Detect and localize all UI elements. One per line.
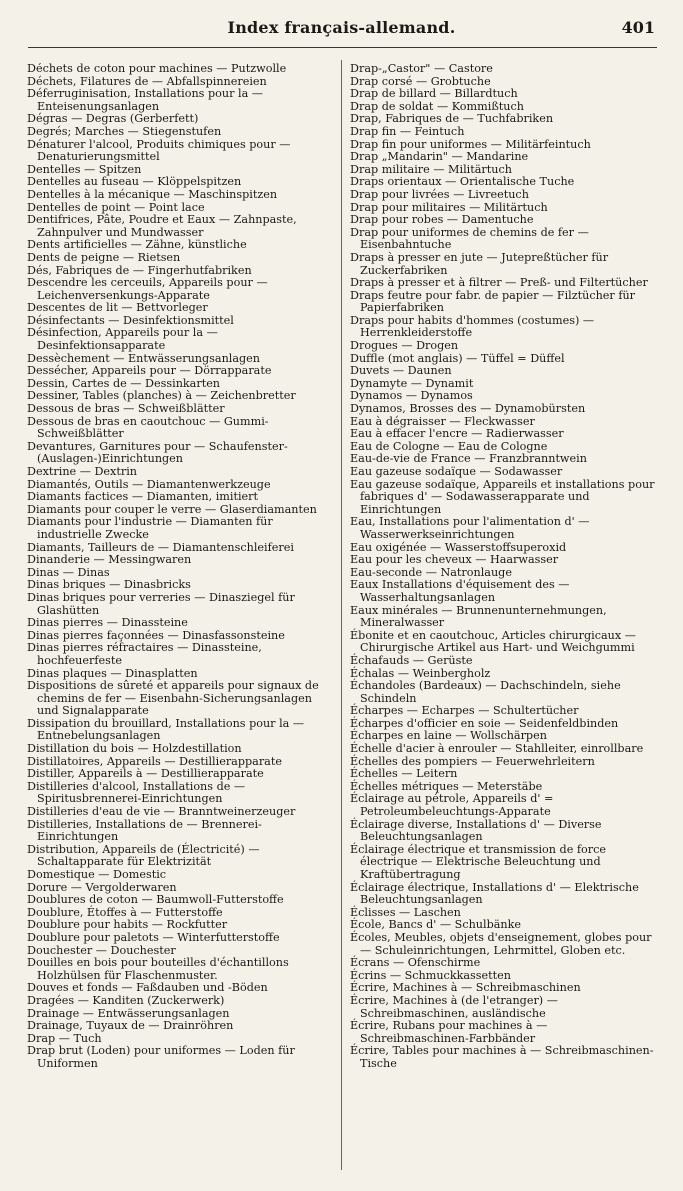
index-entry: Eaux minérales — Brunnenunternehmungen, Mineralwasser: [350, 603, 607, 630]
index-entry: Distilleries, Installations de — Brennerei-Einrichtungen: [27, 817, 262, 844]
index-entry: Doublures de coton — Baumwoll-Futterstoffe: [27, 893, 284, 907]
index-entry: Éclisses — Laschen: [350, 905, 461, 919]
index-entry: Échelle d'acier à enrouler — Stahlleiter, einrollbare: [350, 742, 644, 756]
index-entry: Écharpes en laine — Wollschärpen: [350, 729, 547, 743]
index-entry: Déchets de coton pour machines — Putzwolle: [27, 63, 287, 75]
index-entry: Drap, Fabriques de — Tuchfabriken: [350, 112, 554, 126]
index-entry: Écrire, Rubans pour machines à — Schreibmaschinen-Farbbänder: [350, 1019, 548, 1045]
index-entry: Diamants pour couper le verre — Glaserdiamanten: [27, 502, 317, 516]
index-entry: Dentelles à la mécanique — Maschinspitzen: [27, 187, 278, 201]
index-entry: Draps à presser en jute — Jutepreßtücher für Zuckerfabriken: [350, 250, 609, 277]
index-entry: Dessin, Cartes de — Dessinkarten: [27, 376, 221, 390]
index-entry: Eau pour les cheveux — Haarwasser: [350, 553, 559, 567]
index-entry: Éclairage électrique, Installations d' — Elektrische Beleuchtungsanlagen: [350, 880, 639, 907]
right-column: [350, 63, 656, 1173]
index-entry: Dénaturer l'alcool, Produits chimiques pour — Denaturierungsmittel: [27, 137, 291, 164]
index-entry: Drap „Mandarin" — Mandarine: [350, 150, 529, 164]
index-entry: Drap fin pour uniformes — Militärfeintuch: [350, 137, 591, 151]
index-entry: Eau gazeuse sodaïque — Sodawasser: [350, 465, 563, 478]
index-entry: Draps orientaux — Orientalische Tuche: [350, 175, 575, 189]
index-entry: Drainage, Tuyaux de — Drainröhren: [27, 1019, 234, 1033]
index-entry: Duffle (mot anglais) — Tüffel = Düffel: [350, 351, 565, 365]
index-entry: Diamantés, Outils — Diamantenwerkzeuge: [27, 477, 271, 491]
index-entry: École, Bancs d' — Schulbänke: [350, 918, 522, 932]
index-entry: Duvets — Daunen: [350, 364, 452, 378]
index-entry: Écharpes d'officier en soie — Seidenfeldbinden: [350, 716, 619, 730]
index-entry: Drap-„Castor" — Castore: [350, 63, 493, 75]
index-entry: Dinas plaques — Dinasplatten: [27, 666, 198, 680]
index-entry: Dragées — Kanditen (Zuckerwerk): [27, 993, 225, 1007]
index-entry: Descendre les cerceuils, Appareils pour — Leichenversenkungs-Apparate: [27, 276, 268, 302]
index-entry: Drap pour livrées — Livreetuch: [350, 187, 529, 201]
index-entry: Dynamos, Brosses des — Dynamobürsten: [350, 402, 586, 416]
index-entry: Drap pour robes — Damentuche: [350, 213, 534, 227]
index-entry: Draps à presser et à filtrer — Preß- und Filtertücher: [350, 276, 648, 290]
index-entry: Dessèchement — Entwässerungsanlagen: [27, 351, 261, 365]
index-entry: Écrire, Machines à — Schreibmaschinen: [350, 981, 581, 995]
index-entry: Eau oxigénée — Wasserstoffsuperoxid: [350, 540, 567, 554]
index-entry: Drap pour militaires — Militärtuch: [350, 200, 548, 214]
index-entry: Domestique — Domestic: [27, 868, 167, 881]
index-entry: Écrire, Tables pour machines à — Schreibmaschinen-Tische: [350, 1044, 654, 1070]
index-entry: Dinas — Dinas: [27, 565, 110, 579]
index-entry: Distilleries d'eau de vie — Branntweinerzeuger: [27, 805, 296, 819]
index-entry: Draps pour habits d'hommes (costumes) — Herrenkleiderstoffe: [350, 313, 595, 340]
index-entry: Ébonite et en caoutchouc, Articles chirurgicaux — Chirurgische Artikel aus Hart- und Weichgummi: [350, 628, 636, 655]
index-entry: Dentelles au fuseau — Klöppelspitzen: [27, 175, 242, 189]
index-entry: Dentifrices, Pâte, Poudre et Eaux — Zahnpaste, Zahnpulver und Mundwasser: [27, 213, 297, 239]
index-entry: Douilles en bois pour bouteilles d'échantillons Holzhülsen für Flaschenmuster.: [27, 956, 289, 982]
index-entry: Descentes de lit — Bettvorleger: [27, 301, 208, 315]
index-entry: Doublure pour paletots — Winterfutterstoffe: [27, 930, 280, 944]
header-rule: [28, 47, 657, 48]
index-entry: Doublure pour habits — Rockfutter: [27, 918, 228, 932]
index-entry: Écrins — Schmuckkassetten: [350, 968, 511, 982]
index-entry: Dents de peigne — Rietsen: [27, 250, 181, 264]
index-entry: Eau-de-vie de France — Franzbranntwein: [350, 452, 587, 466]
index-entry: Dentelles de point — Point lace: [27, 200, 205, 214]
index-entry: Dissipation du brouillard, Installations pour la — Entnebelungsanlagen: [27, 716, 305, 743]
index-entry: Échalas — Weinbergholz: [350, 666, 491, 680]
index-entry: Devantures, Garnitures pour — Schaufenster-(Auslagen-)Einrichtungen: [27, 439, 288, 466]
index-entry: Échelles des pompiers — Feuerwehrleitern: [350, 754, 595, 768]
index-entry: Écrire, Machines à (de l'etranger) — Schreibmaschinen, ausländische: [350, 993, 558, 1020]
index-entry: Écharpes — Echarpes — Schultertücher: [350, 704, 579, 718]
index-entry: Drap de soldat — Kommißtuch: [350, 99, 524, 113]
index-entry: Échelles — Leitern: [350, 767, 458, 781]
index-entry: Échafauds — Gerüste: [350, 653, 473, 667]
index-entry: Drap de billard — Billardtuch: [350, 87, 518, 101]
index-entry: Eau-seconde — Natronlauge: [350, 565, 512, 579]
page-number: 401: [621, 18, 655, 37]
index-entry: Dessous de bras en caoutchouc — Gummi-Schweißblätter: [27, 414, 269, 441]
index-entry: Diamants factices — Diamanten, imitiert: [27, 490, 259, 504]
index-entry: Dinanderie — Messingwaren: [27, 553, 192, 567]
index-entry: Distillatoires, Appareils — Destillierapparate: [27, 754, 282, 768]
index-entry: Drainage — Entwässerungsanlagen: [27, 1006, 230, 1020]
index-entry: Drap — Tuch: [27, 1031, 102, 1045]
index-entry: Douchester — Douchester: [27, 943, 176, 957]
index-entry: Eau de Cologne — Eau de Cologne: [350, 439, 548, 453]
index-entry: Draps feutre pour fabr. de papier — Filztücher für Papierfabriken: [350, 288, 636, 315]
index-entry: Écoles, Meubles, objets d'enseignement, globes pour — Schuleinrichtungen, Lehrmittel, Globen etc.: [350, 930, 652, 957]
index-entry: Douves et fonds — Faßdauben und -Böden: [27, 981, 268, 995]
index-entry: Déferruginisation, Installations pour la — Enteisenungsanlagen: [27, 87, 263, 113]
index-entry: Dinas pierres façonnées — Dinasfassonsteine: [27, 628, 285, 642]
index-entry: Dégras — Degras (Gerberfett): [27, 112, 199, 126]
index-entry: Drap corsé — Grobtuche: [350, 74, 491, 88]
index-entry: Drogues — Drogen: [350, 339, 459, 353]
index-entry: Dinas briques — Dinasbricks: [27, 578, 191, 592]
index-entry: Dispositions de sûreté et appareils pour signaux de chemins de fer — Eisenbahn-Sicherungsanlagen und Signalapparate: [27, 679, 319, 718]
page-header: [0, 0, 683, 48]
index-entry: Dorure — Vergolderwaren: [27, 880, 177, 894]
index-entry: Dessiner, Tables (planches) à — Zeichenbretter: [27, 389, 296, 403]
index-entry: Eau gazeuse sodaïque, Appareils et installations pour fabriques d' — Sodawasserapparate und Einrichtungen: [350, 477, 655, 516]
index-entry: Dés, Fabriques de — Fingerhutfabriken: [27, 263, 252, 277]
index-entry: Dentelles — Spitzen: [27, 162, 142, 176]
column-divider: [341, 60, 342, 1170]
index-entry: Drap brut (Loden) pour uniformes — Loden für Uniformen: [27, 1044, 295, 1070]
index-entry: Dessécher, Appareils pour — Dörrapparate: [27, 364, 272, 378]
index-entry: Dynamos — Dynamos: [350, 389, 473, 403]
index-entry: Eau à dégraisser — Fleckwasser: [350, 414, 535, 428]
index-entry: Déchets, Filatures de — Abfallspinnereien: [27, 74, 267, 88]
index-entry: Diamants pour l'industrie — Diamanten für industrielle Zwecke: [27, 515, 273, 541]
index-entry: Diamants, Tailleurs de — Diamantenschleiferei: [27, 540, 294, 554]
index-entry: Dessous de bras — Schweißblätter: [27, 402, 225, 416]
index-entry: Drap fin — Feintuch: [350, 124, 465, 138]
index-entry: Éclairage diverse, Installations d' — Diverse Beleuchtungsanlagen: [350, 817, 602, 844]
index-entry: Dinas pierres — Dinassteine: [27, 616, 188, 630]
index-entry: Degrés; Marches — Stiegenstufen: [27, 124, 222, 138]
index-entry: Éclairage électrique et transmission de force électrique — Elektrische Beleuchtung und Kraftübertragung: [350, 842, 606, 881]
index-entry: Dents artificielles — Zähne, künstliche: [27, 238, 247, 252]
index-entry: Éclairage au pétrole, Appareils d' = Petroleumbeleuchtungs-Apparate: [350, 792, 554, 819]
index-entry: Eau à effacer l'encre — Radierwasser: [350, 427, 564, 441]
index-entry: Écrans — Ofenschirme: [350, 956, 481, 970]
index-entry: Eau, Installations pour l'alimentation d' — Wasserwerkseinrichtungen: [350, 515, 590, 541]
index-entry: Dextrine — Dextrin: [27, 465, 137, 478]
index-entry: Drap pour uniformes de chemins de fer — Eisenbahntuche: [350, 225, 589, 252]
index-entry: Distiller, Appareils à — Destillierapparate: [27, 767, 264, 781]
index-entry: Échandoles (Bardeaux) — Dachschindeln, siehe Schindeln: [350, 679, 621, 705]
index-entry: Eaux Installations d'équisement des — Wasserhaltungsanlagen: [350, 578, 570, 604]
index-entry: Désinfectants — Desinfektionsmittel: [27, 313, 234, 327]
index-entry: Dynamyte — Dynamit: [350, 376, 474, 390]
index-entry: Distilleries d'alcool, Installations de — Spiritusbrennerei-Einrichtungen: [27, 779, 246, 806]
left-column: [27, 63, 333, 1173]
index-entry: Distribution, Appareils de (Électricité) — Schaltapparate für Elektrizität: [27, 842, 260, 869]
index-entry: Distillation du bois — Holzdestillation: [27, 742, 242, 756]
index-entry: Désinfection, Appareils pour la — Desinfektionsapparate: [27, 326, 218, 353]
index-entry: Doublure, Étoffes à — Futterstoffe: [27, 905, 223, 919]
index-entry: Drap militaire — Militärtuch: [350, 162, 512, 176]
page-title: Index français-allemand.: [227, 18, 456, 37]
index-entry: Dinas briques pour verreries — Dinasziegel für Glashütten: [27, 590, 295, 617]
index-entry: Échelles métriques — Meterstäbe: [350, 779, 543, 793]
index-entry: Dinas pierres réfractaires — Dinassteine, hochfeuerfeste: [27, 641, 262, 667]
